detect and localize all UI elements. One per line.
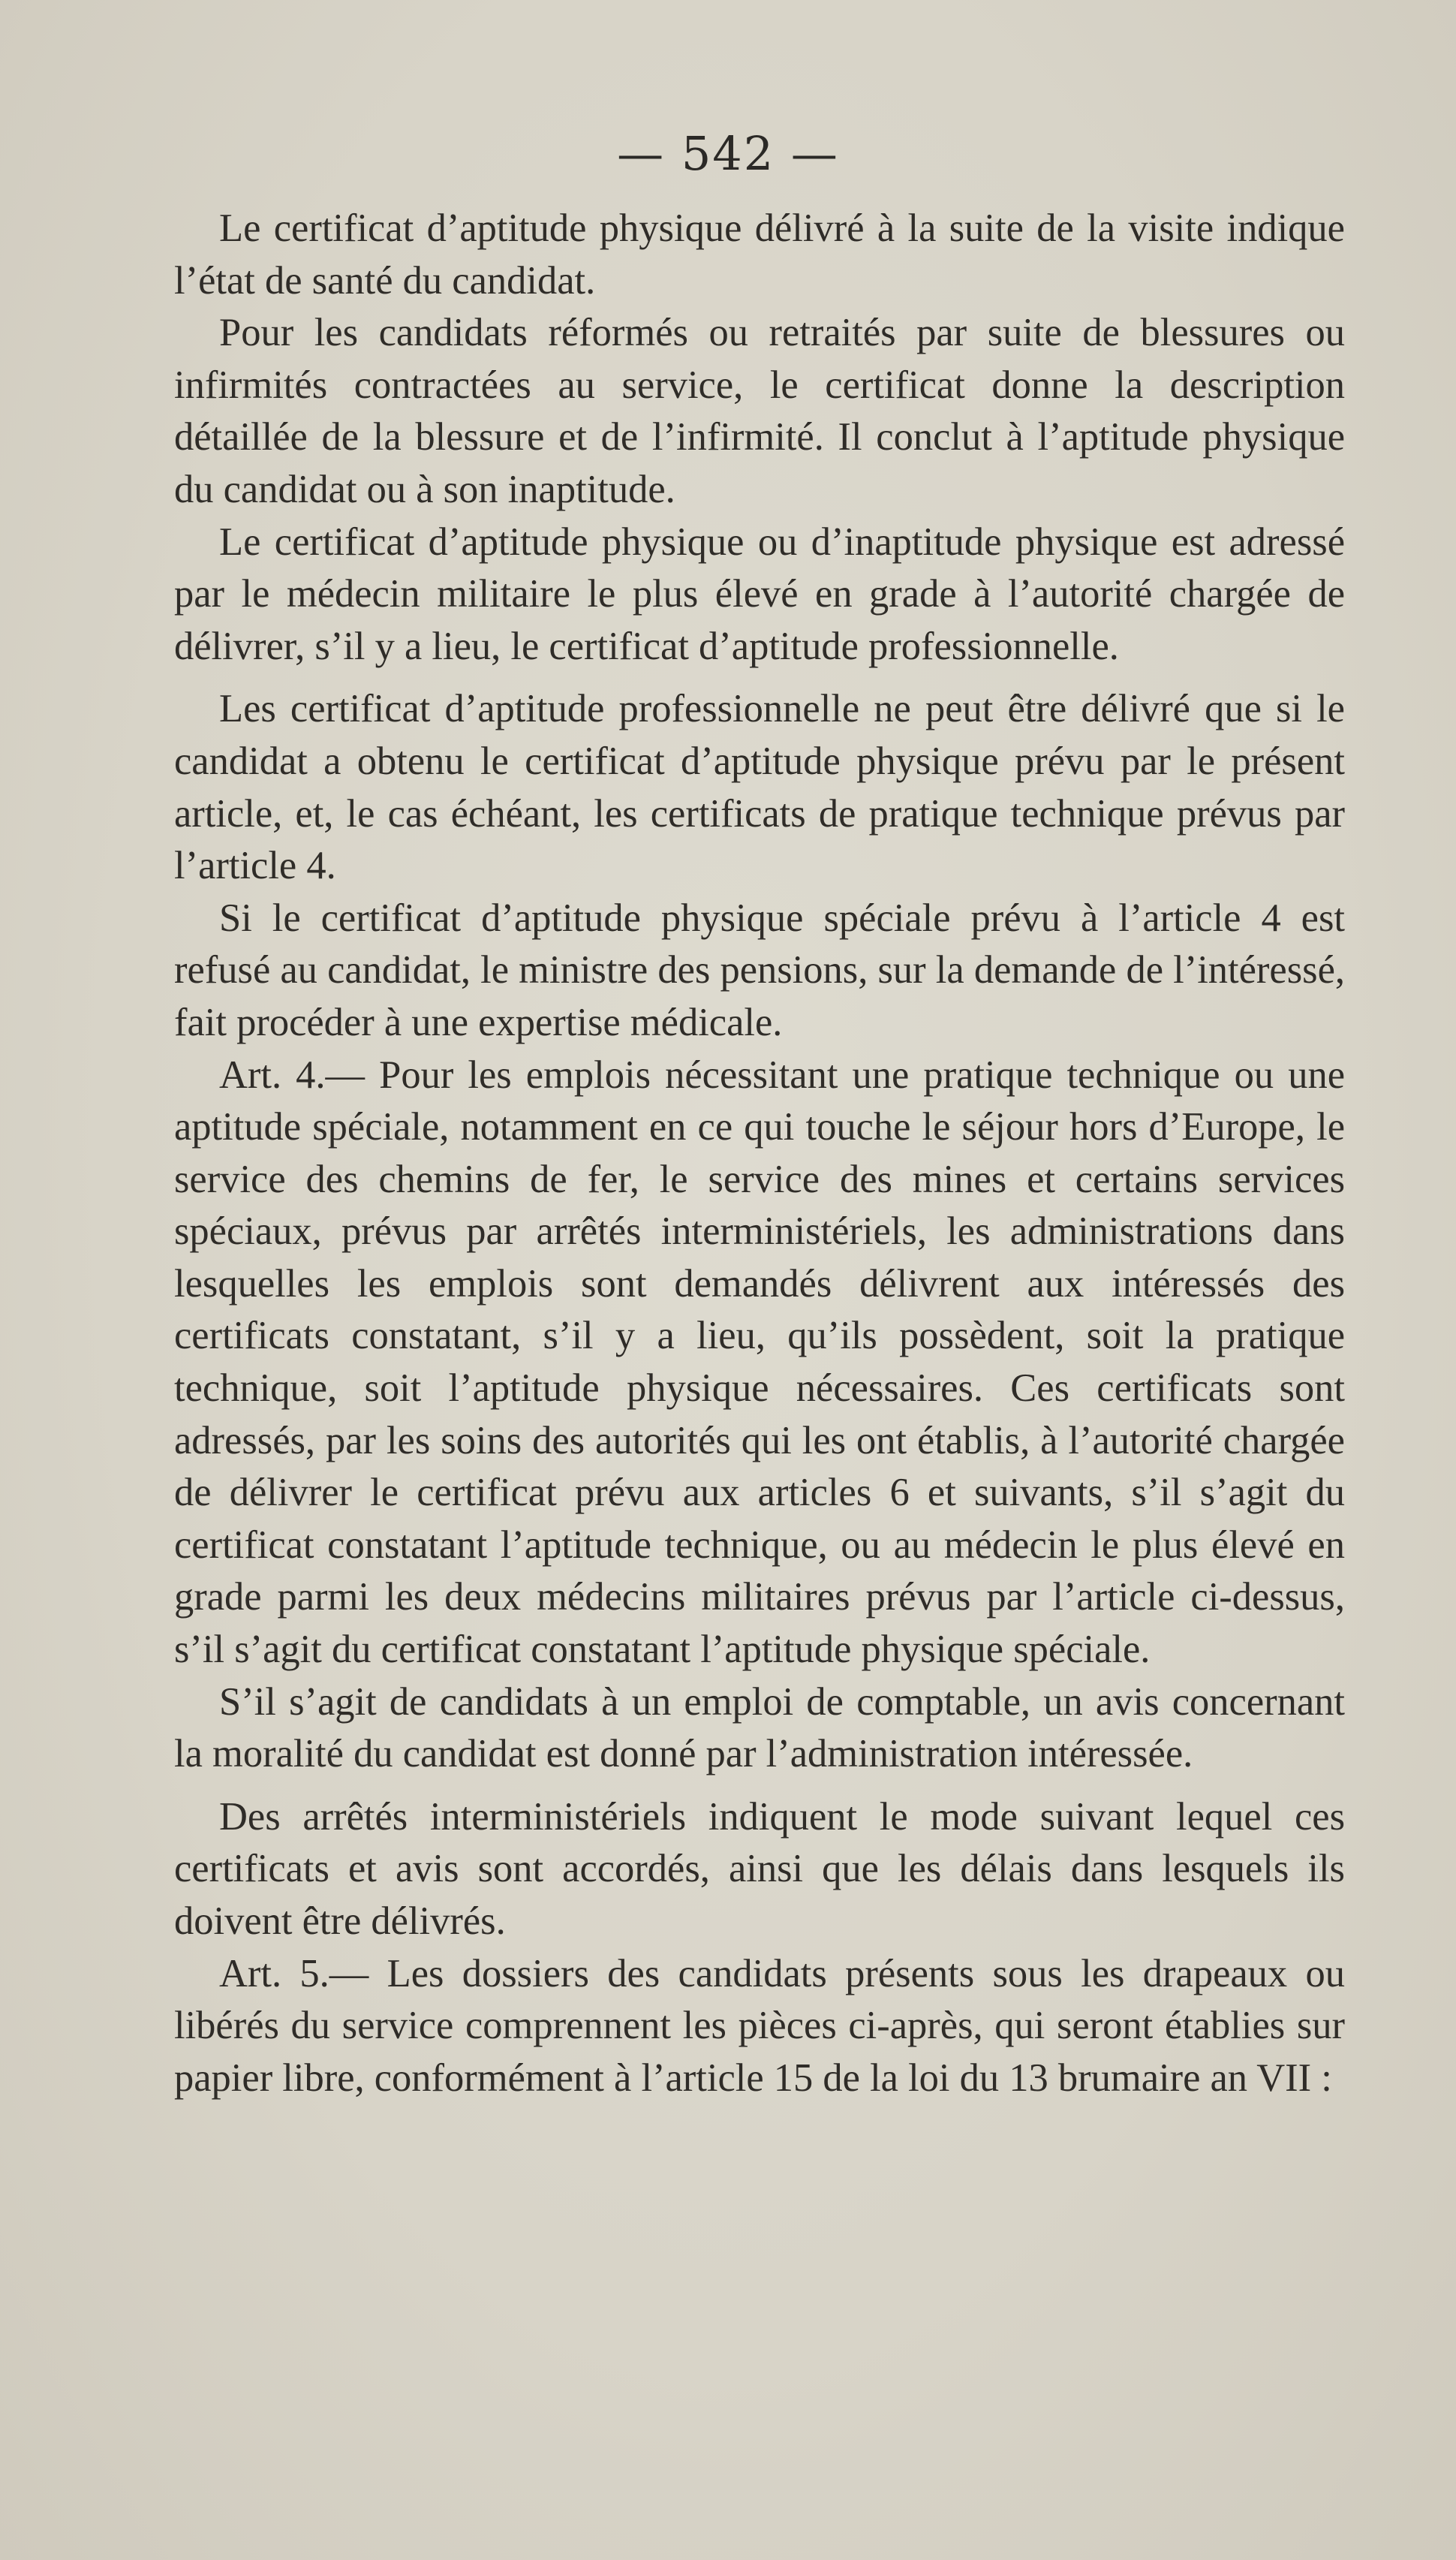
paragraph-4: Les certificat d’aptitude professionnelle ne peut être délivré que si le candidat a obtenu le certificat d’aptitude physique prévu par le présent article, et, le cas échéant, les certificats de pratique technique prévus par l’article 4.	[174, 687, 1345, 888]
paragraph-3: Le certificat d’aptitude physique ou d’inaptitude physique est adressé par le médecin militaire le plus élevé en grade à l’autorité chargée de délivrer, s’il y a lieu, le certificat d’aptitude professionnelle.	[174, 520, 1345, 668]
paragraph-7: S’il s’agit de candidats à un emploi de comptable, un avis concernant la moralité du candidat est donné par l’administration intéressée.	[174, 1679, 1345, 1776]
paragraph-8: Des arrêtés interministériels indiquent le mode suivant lequel ces certificats et avis sont accordés, ainsi que les délais dans lesquels ils doivent être délivrés.	[174, 1794, 1345, 1943]
paragraph-2: Pour les candidats réformés ou retraités par suite de blessures ou infirmités contractées au service, le certificat donne la description détaillée de la blessure et de l’infirmité. Il conclut à l’aptitude physique du candidat ou à son inaptitude.	[174, 311, 1345, 511]
page-number: — 542 —	[617, 126, 839, 181]
paragraph-1: Le certificat d’aptitude physique délivré à la suite de la visite indique l’état de santé du candidat.	[174, 206, 1345, 303]
body-text	[174, 203, 1345, 2104]
paragraph-article-4: Art. 4.— Pour les emplois nécessitant une pratique technique ou une aptitude spéciale, notamment en ce qui touche le séjour hors d’Europe, le service des chemins de fer, le service des mines et certains services spéciaux, prévus par arrêtés interministériels, les administrations dans lesquelles les emplois sont demandés délivrent aux intéressés des certificats constatant, s’il y a lieu, qu’ils possèdent, soit la pratique technique, soit l’aptitude physique nécessaires. Ces certificats sont adressés, par les soins des autorités qui les ont établis, à l’autorité chargée de délivrer le certificat prévu aux articles 6 et suivants, s’il s’agit du certificat constatant l’aptitude technique, ou au médecin le plus élevé en grade parmi les deux médecins militaires prévus par l’article ci-dessus, s’il s’agit du certificat constatant l’aptitude physique spéciale.	[174, 1053, 1345, 1672]
paragraph-5: Si le certificat d’aptitude physique spéciale prévu à l’article 4 est refusé au candidat, le ministre des pensions, sur la demande de l’intéressé, fait procéder à une expertise médicale.	[174, 896, 1345, 1044]
paragraph-article-5: Art. 5.— Les dossiers des candidats présents sous les drapeaux ou libérés du service comprennent les pièces ci-après, qui seront établies sur papier libre, conformément à l’article 15 de la loi du 13 brumaire an VII :	[174, 1951, 1345, 2100]
